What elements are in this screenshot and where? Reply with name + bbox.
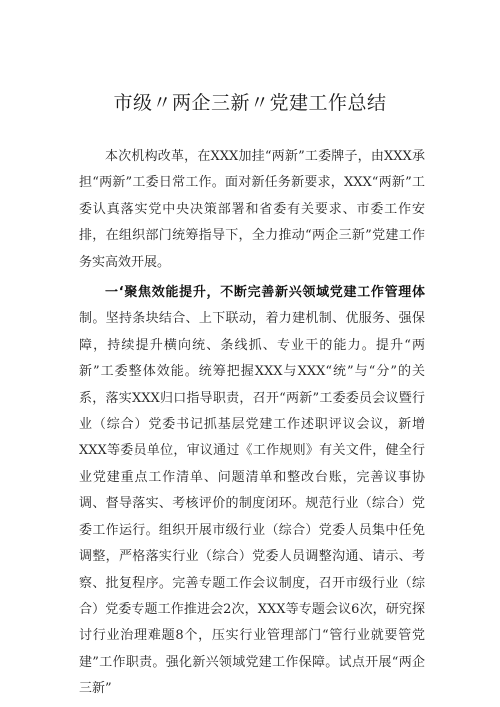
- section-1-paragraph: [79, 280, 425, 703]
- section-1-body: 制。坚持条块结合、上下联动，着力建机制、优服务、强保障，持续提升横向统、条线抓、专业干的能力。提升“两新”工委整体效能。统筹把握XXX与XXX“统”与“分”的关系，落实XXX归口指导职责，召开“两新”工委委员会议暨行业（综合）党委书记抓基层党建工作述职评议会议，新增XXX等委员单位，审议通过《工作规则》有关文件，健全行业党建重点工作清单、问题清单和整改台账，完善议事协调、督导落实、考核评价的制度闭环。规范行业（综合）党委工作运行。组织开展市级行业（综合）党委人员集中任免调整，严格落实行业（综合）党委人员调整沟通、请示、考察、批复程序。完善专题工作会议制度，召开市级行业（综合）党委专题工作推进会2次，XXX等专题会议6次，研究探讨行业治理难题8个，压实行业管理部门“管行业就要管党建”工作职责。强化新兴领域党建工作保障。试点开展“两企三新”: [79, 311, 425, 697]
- document-title: 市级〃两企三新〃党建工作总结: [113, 92, 387, 114]
- intro-paragraph: 本次机构改革，在XXX加挂“两新”工委牌子，由XXX承担“两新”工委日常工作。面对新任务新要求，XXX“两新”工委认真落实党中央决策部署和省委有关要求、市委工作安排，在组织部门统筹指导下，全力推动“两企三新”党建工作务实高效开展。: [79, 149, 425, 270]
- document-body: [79, 144, 425, 703]
- section-1-heading: 一‘聚焦效能提升，不断完善新兴领域党建工作管理体: [105, 285, 425, 301]
